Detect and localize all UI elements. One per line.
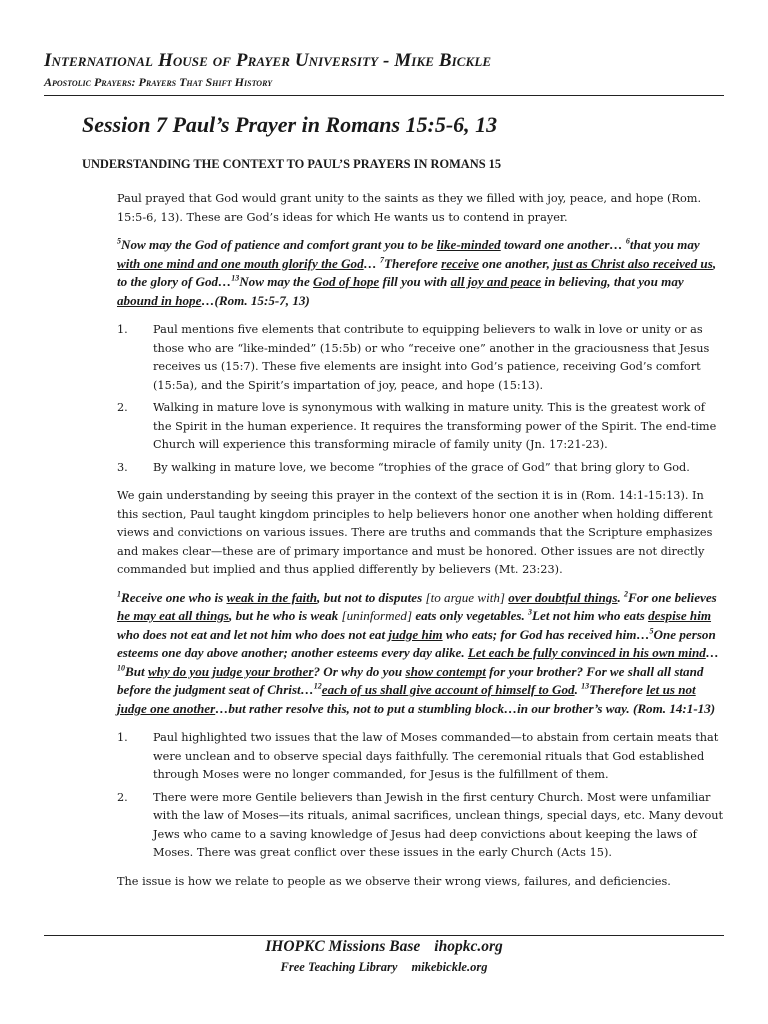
verse-number: 12 (313, 681, 322, 691)
list-item (117, 321, 724, 395)
header-organization: International House of Prayer University - Mike Bickle (44, 50, 492, 71)
verse-number: 6 (625, 236, 630, 246)
scripture-text: fill you with (379, 274, 451, 289)
verse-number: 1 (117, 589, 121, 599)
scripture-emphasis: abound in hope (117, 292, 202, 308)
scripture-text: ? Or why do you (313, 663, 406, 679)
footer-line-1 (44, 937, 724, 957)
scripture-emphasis: just as Christ also received us (553, 255, 713, 271)
scripture-text: for your brother? For we shall all stand before the judgment seat of Christ… (117, 663, 704, 697)
scripture-text: Let not him who eats (532, 608, 649, 623)
footer-base: IHOPKC Missions Base (265, 938, 421, 955)
scripture-text: One person esteems one day above another; another esteems every day alike. (117, 626, 716, 660)
scripture-text: Therefore (384, 255, 442, 271)
intro-paragraph: Paul prayed that God would grant unity to the saints as they we filled with joy, peace, and hope (Rom. 15:5-6, 13). These are God’s ideas for which He wants us to contend in prayer. (117, 192, 702, 224)
scripture-romans-15 (117, 236, 724, 310)
header-series: Apostolic Prayers: Prayers That Shift History (44, 75, 273, 89)
scripture-text: one another, (478, 255, 554, 271)
scripture-text: Now may the (239, 274, 314, 289)
list-item-text: There were more Gentile believers than Jewish in the first century Church. Most were unfamiliar with the law of Moses—its rituals, animal sacrifices, unclean things, special days, etc. Many devout Jews who came to a saving knowledge of Jesus had deep convictions about keeping the laws of Moses. There was great conflict over these issues in the early Church (Acts 15). (153, 790, 724, 859)
list-number: 2. (117, 401, 128, 414)
scripture-emphasis: Let each be fully convinced in his own mind (467, 645, 706, 660)
list-item (117, 789, 724, 863)
header-divider (44, 95, 724, 96)
scripture-emphasis: over doubtful things (508, 589, 618, 605)
scripture-emphasis: God of hope (313, 274, 380, 289)
list-item-text: By walking in mature love, we become “trophies of the grace of God” that bring glory to God. (153, 460, 690, 474)
verse-number: 10 (117, 663, 125, 673)
scripture-text: … (705, 645, 719, 660)
section-heading: UNDERSTANDING THE CONTEXT TO PAUL’S PRAYERS IN ROMANS 15 (82, 157, 502, 171)
scripture-text: who does not eat and let not him who does not eat (117, 626, 389, 642)
scripture-text: But (125, 663, 148, 679)
list-number: 2. (117, 790, 128, 804)
scripture-text: …but rather resolve this, not to put a stumbling block…in our brother’s way. (Rom. 14:1-13) (215, 700, 716, 716)
scripture-text: Receive one who is (121, 589, 227, 605)
scripture-emphasis: judge him (388, 626, 443, 642)
numbered-list-2 (117, 729, 724, 863)
list-item (117, 399, 724, 455)
scripture-text: , to the glory of God… (117, 255, 717, 289)
scripture-emphasis: like-minded (436, 237, 501, 252)
footer-author-site-link[interactable]: mikebickle.org (411, 960, 488, 974)
footer-library: Free Teaching Library (280, 960, 398, 974)
scripture-text: , but he who is weak (229, 608, 342, 623)
scripture-text: For one believes (628, 589, 717, 605)
scripture-emphasis: why do you judge your brother (147, 663, 314, 679)
scripture-text: … (363, 255, 381, 271)
list-number: 3. (117, 460, 128, 474)
numbered-list-1 (117, 321, 724, 477)
scripture-emphasis: each of us shall give account of himself to God (321, 682, 575, 697)
scripture-text: eats only vegetables. (412, 608, 529, 623)
list-number: 1. (117, 731, 128, 744)
scripture-emphasis: with one mind and one mouth glorify the God (117, 255, 364, 271)
scripture-text: , but not to disputes (317, 589, 426, 605)
scripture-text: …(Rom. 15:5-7, 13) (201, 292, 310, 308)
list-item-text: Paul mentions five elements that contribute to equipping believers to walk in love or unity or as those who are “like-minded” (15:5b) or who “receive one” another in the graciousness that Jesus receives us (15:7). These five elements are insight into God’s patience, receiving God’s comfort (15:5a), and the Spirit’s impartation of joy, peace, and hope (15:13). (153, 323, 710, 392)
scripture-emphasis: despise him (648, 608, 712, 623)
scripture-text: toward one another… (500, 237, 623, 252)
scripture-text: . (617, 589, 621, 605)
list-item-text: Paul highlighted two issues that the law of Moses commanded—to abstain from certain meats that were unclean and to observe special days faithfully. The ceremonial rituals that God established through Moses were no longer commanded, for Jesus is the fulfillment of them. (153, 731, 719, 781)
verse-number: 5 (117, 236, 121, 246)
scripture-romans-14 (117, 589, 724, 719)
scripture-emphasis: all joy and peace (450, 274, 542, 289)
session-title: Session 7 Paul’s Prayer in Romans 15:5-6, 13 (82, 112, 498, 137)
footer-line-2 (44, 958, 724, 976)
verse-number: 13 (231, 273, 240, 283)
context-paragraph: We gain understanding by seeing this prayer in the context of the section it is in (Rom. 14:1-15:13). In this section, Paul taught kingdom principles to help believers honor one another when holding different views and convictions on various issues. There are truths and commands that the Scripture emphasizes and makes clear—these are of primary importance and must be honored. Other issues are not directly commanded but implied and thus applied differently by believers (Mt. 23:23). (117, 489, 713, 576)
document-body (117, 190, 724, 900)
scripture-text: Now may the God of patience and comfort grant you to be (121, 237, 437, 252)
scripture-bracket-note: [uninformed] (341, 608, 413, 623)
list-item (117, 729, 724, 785)
verse-number: 3 (528, 607, 533, 617)
scripture-emphasis: show contempt (405, 663, 486, 679)
scripture-text: who eats; for God has received him… (442, 626, 650, 642)
scripture-emphasis: let us not judge one another (117, 682, 696, 716)
scripture-text: . (574, 682, 582, 697)
closing-paragraph: The issue is how we relate to people as we observe their wrong views, failures, and deficiencies. (117, 874, 671, 888)
list-item-text: Walking in mature love is synonymous with walking in mature unity. This is the greatest work of the Spirit in the human experience. It requires the transforming power of the Spirit. The end-time Church will experience this transforming miracle of family unity (Jn. 17:21-23). (153, 401, 717, 451)
verse-number: 13 (581, 681, 590, 691)
scripture-emphasis: weak in the faith (226, 589, 318, 605)
scripture-emphasis: he may eat all things (117, 608, 230, 623)
verse-number: 2 (624, 589, 628, 599)
footer-site-link[interactable]: ihopkc.org (434, 938, 503, 955)
scripture-bracket-note: [to argue with] (425, 589, 506, 605)
verse-number: 7 (380, 255, 385, 265)
list-item (117, 459, 724, 478)
page-footer (44, 937, 724, 976)
footer-divider (44, 935, 724, 936)
scripture-text: in believing, that you may (541, 274, 684, 289)
scripture-emphasis: receive (441, 255, 479, 271)
page-header (44, 50, 724, 90)
scripture-text: Therefore (589, 682, 647, 697)
list-number: 1. (117, 323, 128, 336)
scripture-text: that you may (629, 237, 700, 252)
verse-number: 5 (649, 626, 654, 636)
